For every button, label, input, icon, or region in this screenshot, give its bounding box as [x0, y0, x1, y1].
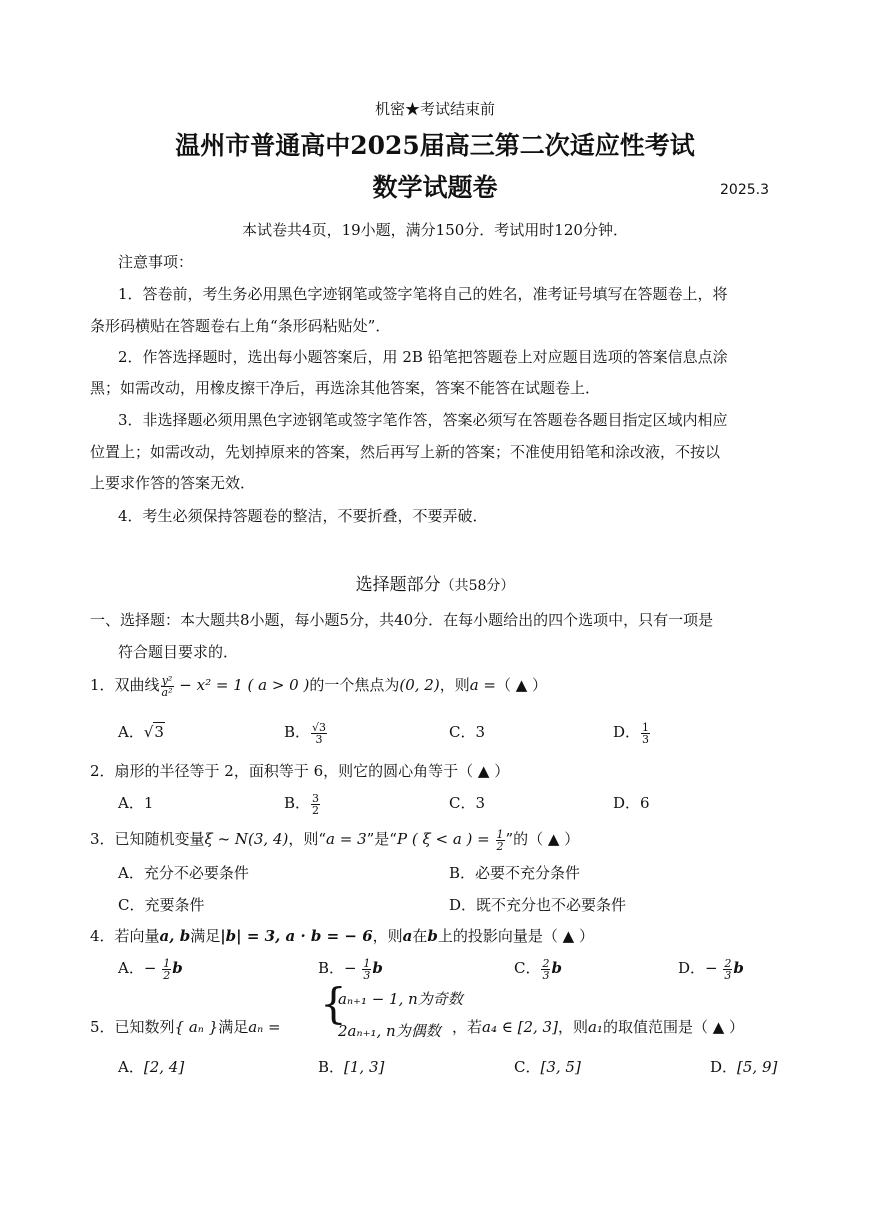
- q3-option-b-label: B．: [449, 864, 476, 882]
- q5-mid: 满足: [218, 1018, 249, 1036]
- q2-option-d-label: D．: [613, 794, 641, 812]
- q5-option-d-label: D．: [710, 1058, 738, 1076]
- q4-var-b: b: [427, 927, 438, 945]
- q5-seq: { aₙ }: [174, 1018, 219, 1036]
- q3-option-a-value: 充分不必要条件: [143, 864, 249, 882]
- q4-option-b-value: − $\frac{1}{3}$ b: [344, 956, 383, 982]
- q5-an: aₙ =: [248, 1018, 281, 1036]
- note-3c: 上要求作答的答案无效．: [90, 474, 256, 492]
- q3-dist: ξ ~ N(3, 4): [204, 830, 289, 848]
- q1-option-b-value: $\frac{√3}{3}$: [312, 720, 327, 746]
- q1-mid: 的一个焦点为: [309, 676, 400, 694]
- note-2b: 黑；如需改动，用橡皮擦干净后，再选涂其他答案，答案不能答在试题卷上．: [90, 379, 601, 397]
- q4-vars: a, b: [159, 927, 191, 945]
- q1-option-b: [284, 716, 328, 748]
- q5-cond: a₄ ∈ [2, 3]: [482, 1018, 558, 1036]
- note-3b: 位置上；如需改动，先划掉原来的答案，然后再写上新的答案；不准使用铅笔和涂改液，不按以: [90, 443, 721, 461]
- notes-heading: 注意事项：: [118, 253, 194, 271]
- q4-option-a-label: A．: [118, 959, 144, 977]
- q4-option-b-label: B．: [318, 959, 345, 977]
- q3-number: 3．已知随机变量: [90, 830, 205, 848]
- q4-option-c: [514, 952, 562, 984]
- q4-cond: |b| = 3, a · b = − 6: [220, 927, 373, 945]
- q5-tail: 的取值范围是（ ▲ ）: [602, 1018, 745, 1036]
- exam-date: 2025.3: [720, 182, 769, 198]
- note-1b: 条形码横贴在答题卷右上角“条形码粘贴处”．: [90, 317, 391, 335]
- q1-equation: $\frac{\text{y²}}{\text{a²}}$ − x² = 1 ( a > 0 ): [161, 673, 310, 699]
- q5-case-1: aₙ₊₁ − 1, n为奇数: [338, 990, 463, 1008]
- q2-option-a-label: A．: [118, 794, 144, 812]
- q3-option-c-value: 充要条件: [144, 896, 205, 914]
- q1-option-b-label: B．: [284, 723, 311, 741]
- q4-option-d-value: − $\frac{2}{3}$ b: [705, 956, 744, 982]
- q5-option-b: [318, 1056, 384, 1077]
- q4-option-a: [118, 952, 183, 984]
- q2-option-c-value: 3: [475, 794, 486, 812]
- confidential-label: 机密★考试结束前: [374, 100, 495, 118]
- q5-option-c-label: C．: [514, 1058, 541, 1076]
- q4-mid: 满足: [190, 927, 221, 945]
- q3-tail: ”的（ ▲ ）: [505, 830, 580, 848]
- q4-option-c-value: $\frac{2}{3}$ b: [542, 956, 562, 982]
- q5-brace: {: [320, 979, 347, 1028]
- question-2: 2．扇形的半径等于 2，面积等于 6，则它的圆心角等于（ ▲ ）: [90, 762, 510, 780]
- q4-option-d-label: D．: [678, 959, 706, 977]
- section-title: 选择题部分: [355, 575, 441, 595]
- section-instruction-a: 一、选择题：本大题共8小题，每小题5分，共40分．在每小题给出的四个选项中，只有一项是: [90, 611, 714, 629]
- q1-option-c-value: 3: [475, 723, 486, 741]
- q5-case-2: 2aₙ₊₁, n为偶数: [338, 1022, 441, 1040]
- q3-option-a-label: A．: [118, 864, 144, 882]
- q5-option-c-value: [3, 5]: [540, 1058, 581, 1076]
- q5-option-d-value: [5, 9]: [737, 1058, 778, 1076]
- section-instruction-b: 符合题目要求的．: [118, 643, 239, 661]
- note-1a: 1．答卷前，考生务必用黑色字迹钢笔或签字笔将自己的姓名，准考证号填写在答题卷上，将: [118, 285, 728, 303]
- q2-option-b: [284, 787, 321, 819]
- q5-lead: [90, 1016, 281, 1037]
- q3-option-d: [449, 894, 626, 915]
- q1-option-c-label: C．: [449, 723, 476, 741]
- q5-option-d: [710, 1056, 777, 1077]
- q2-option-a: [118, 787, 153, 819]
- q2-option-d-value: 6: [640, 794, 650, 812]
- q5-trail: [452, 1016, 744, 1037]
- q2-option-c-label: C．: [449, 794, 476, 812]
- q1-option-a-label: A．: [118, 723, 144, 741]
- q1-var: a =: [469, 676, 496, 694]
- q4-mid3: 在: [412, 927, 428, 945]
- q5-number: 5．已知数列: [90, 1018, 175, 1036]
- q1-option-d-label: D．: [613, 723, 641, 741]
- q1-option-c: [449, 716, 485, 748]
- q3-mid2: ”是“: [366, 830, 397, 848]
- q1-option-a-value: √3: [143, 723, 164, 741]
- q4-option-a-value: − $\frac{1}{2}$ b: [143, 956, 183, 982]
- note-2a: 2．作答选择题时，选出每小题答案后，用 2B 铅笔把答题卷上对应题目选项的答案信息点涂: [118, 348, 728, 366]
- q5-option-a-value: [2, 4]: [143, 1058, 185, 1076]
- section-points: （共58分）: [440, 578, 515, 594]
- q3-option-a: [118, 862, 249, 883]
- q3-mid: ，则“: [288, 830, 327, 848]
- q3-option-c: [118, 894, 205, 915]
- q2-option-c: [449, 787, 485, 819]
- q1-tail: ，则: [439, 676, 470, 694]
- q3-prob: P ( ξ < a ) = $\frac{1}{2}$: [396, 827, 504, 853]
- q5-option-a-label: A．: [118, 1058, 144, 1076]
- q3-option-d-label: D．: [449, 896, 477, 914]
- q2-option-a-value: 1: [143, 794, 154, 812]
- exam-subtitle: 数学试题卷: [372, 173, 498, 202]
- q5-mid2: ，若: [452, 1018, 483, 1036]
- q4-tail: 上的投影向量是（ ▲ ）: [437, 927, 594, 945]
- exam-summary: 本试卷共4页，19小题，满分150分．考试用时120分钟．: [242, 221, 628, 239]
- q4-number: 4．若向量: [90, 927, 160, 945]
- note-3a: 3．非选择题必须用黑色字迹钢笔或签字笔作答，答案必须写在答题卷各题目指定区域内相应: [118, 411, 728, 429]
- q1-option-d: [613, 716, 651, 748]
- q3-option-d-value: 既不充分也不必要条件: [476, 896, 627, 914]
- q5-option-a: [118, 1056, 184, 1077]
- q2-option-b-value: $\frac{3}{2}$: [312, 791, 320, 817]
- q3-cond: a = 3: [326, 830, 367, 848]
- q5-a1: a₁: [587, 1018, 603, 1036]
- question-1: [90, 668, 547, 702]
- q4-option-c-label: C．: [514, 959, 541, 977]
- question-4: [90, 920, 594, 952]
- q5-option-b-label: B．: [318, 1058, 345, 1076]
- section-heading: [0, 570, 870, 595]
- q1-blank: （ ▲ ）: [495, 676, 548, 694]
- q5-option-b-value: [1, 3]: [344, 1058, 385, 1076]
- q3-option-b: [449, 862, 580, 883]
- q2-option-d: [613, 787, 650, 819]
- question-3: [90, 823, 579, 855]
- exam-title: 温州市普通高中2025届高三第二次适应性考试: [175, 131, 695, 160]
- q1-option-a: [118, 716, 165, 748]
- q3-option-c-label: C．: [118, 896, 145, 914]
- q3-option-b-value: 必要不充分条件: [475, 864, 581, 882]
- q5-option-c: [514, 1056, 581, 1077]
- note-4: 4．考生必须保持答题卷的整洁，不要折叠，不要弄破．: [118, 507, 488, 525]
- q1-option-d-value: $\frac{1}{3}$: [642, 720, 650, 746]
- q4-var-a: a: [402, 927, 413, 945]
- q2-option-b-label: B．: [284, 794, 311, 812]
- q1-number: 1．双曲线: [90, 676, 160, 694]
- q1-focus: (0, 2): [399, 676, 440, 694]
- q4-mid2: ，则: [372, 927, 403, 945]
- q5-mid3: ，则: [557, 1018, 588, 1036]
- q4-option-d: [678, 952, 744, 984]
